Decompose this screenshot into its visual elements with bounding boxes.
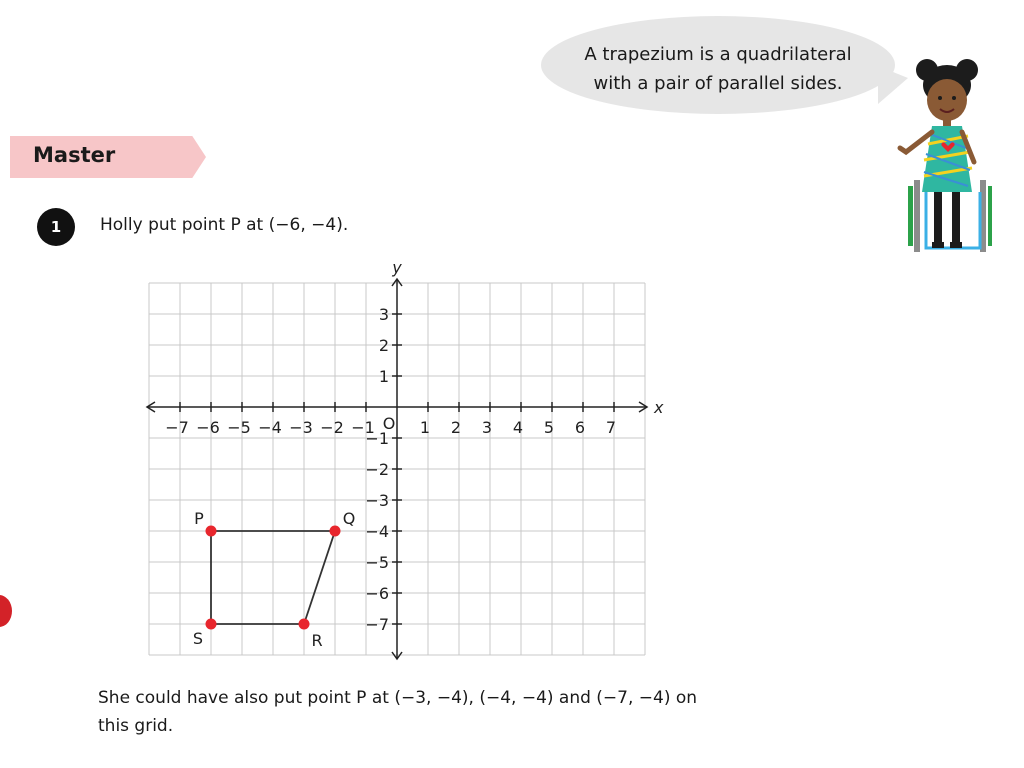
answer-explanation <box>98 684 738 740</box>
y-tick-label: −5 <box>365 553 389 572</box>
point-p-label: P <box>194 509 204 528</box>
speech-bubble-line-2: with a pair of parallel sides. <box>593 73 843 94</box>
y-tick-label: −2 <box>365 460 389 479</box>
y-tick-label: 3 <box>378 305 389 324</box>
y-tick-label: −3 <box>365 491 389 510</box>
y-axis-label: y <box>392 258 402 277</box>
x-tick-label: −3 <box>289 418 313 437</box>
x-tick-label: −5 <box>227 418 251 437</box>
x-tick-label: −7 <box>165 418 189 437</box>
x-tick-label: 1 <box>419 418 431 437</box>
x-tick-label: 7 <box>605 418 617 437</box>
x-tick-label: 6 <box>574 418 586 437</box>
point-p-marker <box>206 526 217 537</box>
point-r-label: R <box>311 631 323 650</box>
y-tick-label: −7 <box>365 615 389 634</box>
x-tick-label: 4 <box>512 418 524 437</box>
origin-label: O <box>382 414 396 433</box>
answer-line-1: She could have also put point P at (−3, −4), (−4, −4) and (−7, −4) on <box>98 688 698 708</box>
y-tick-label: 1 <box>378 367 389 386</box>
x-tick-label: 5 <box>543 418 555 437</box>
question-number-badge: 1 <box>37 208 75 246</box>
question-text: Holly put point P at (−6, −4). <box>100 215 349 235</box>
x-tick-label: 2 <box>450 418 462 437</box>
y-tick-label: −4 <box>365 522 389 541</box>
point-s-marker <box>206 619 217 630</box>
x-tick-label: −6 <box>196 418 220 437</box>
y-tick-label: −6 <box>365 584 389 603</box>
x-tick-label: −1 <box>351 418 375 437</box>
answer-line-2: this grid. <box>98 716 174 736</box>
point-r-marker <box>299 619 310 630</box>
y-tick-label: −1 <box>365 429 389 448</box>
section-label: Master <box>33 143 116 167</box>
x-tick-label: 3 <box>481 418 493 437</box>
y-tick-label: 2 <box>378 336 389 355</box>
point-s-label: S <box>192 629 204 648</box>
x-tick-label: −2 <box>320 418 344 437</box>
point-q-label: Q <box>342 509 356 528</box>
speech-bubble-line-1: A trapezium is a quadrilateral <box>584 44 852 65</box>
x-axis-label: x <box>654 398 664 417</box>
x-tick-label: −4 <box>258 418 282 437</box>
point-q-marker <box>330 526 341 537</box>
